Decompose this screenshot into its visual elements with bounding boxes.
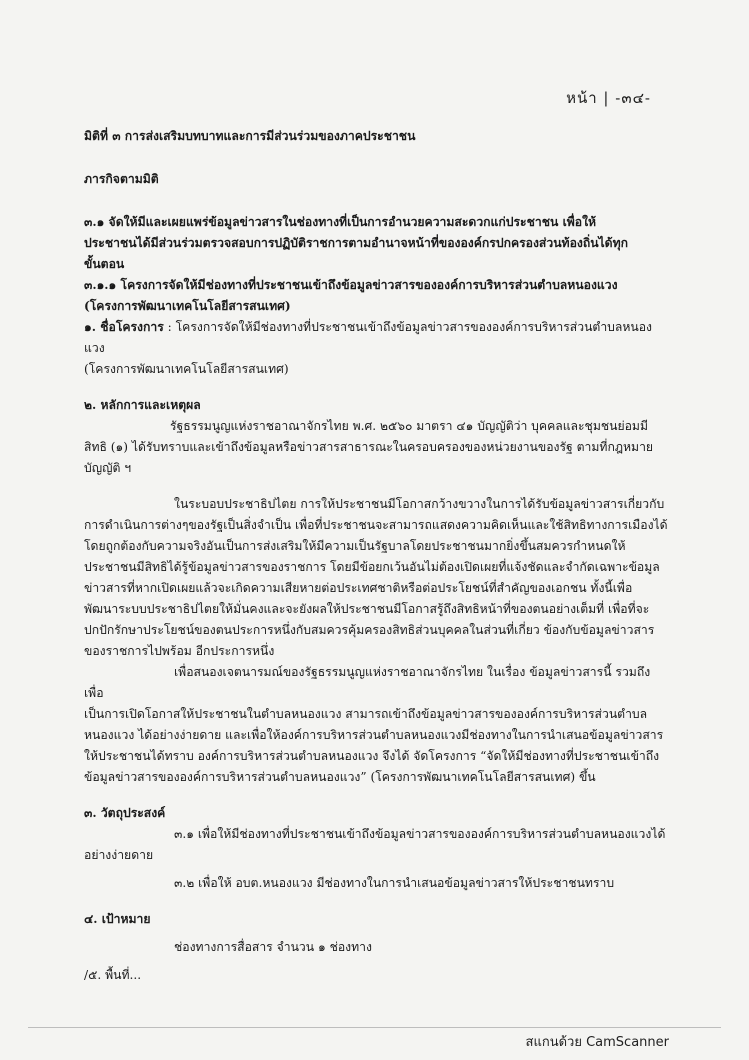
paragraph-line: เพื่อสนองเจตนารมณ์ของรัฐธรรมนูญแห่งราชอาณาจักรไทย ในเรื่อง ข้อมูลข่าวสารนี้ รวมถึงเพื่อ: [84, 665, 651, 700]
paragraph-line: ให้ประชาชนได้ทราบ องค์การบริหารส่วนตำบลหนองแวง จึงได้ จัดโครงการ “จัดให้มีช่องทางที่ประชาชนเข้าถึง: [84, 749, 660, 763]
section-3-1-1-line: ๓.๑.๑ โครงการจัดให้มีช่องทางที่ประชาชนเข้าถึงข้อมูลข่าวสารขององค์การบริหารส่วนตำบลหนองแวง: [84, 278, 618, 292]
section-3-1-line: ๓.๑ จัดให้มีและเผยแพร่ข้อมูลข่าวสารในช่องทางที่เป็นการอำนวยความสะดวกแก่ประชาชน เพื่อให้: [84, 215, 597, 229]
project-label: ๑. ชื่อโครงการ: [84, 320, 164, 334]
project-name-line-2: (โครงการพัฒนาเทคโนโลยีสารสนเทศ): [84, 362, 289, 376]
target-text: ช่องทางการสื่อสาร จำนวน ๑ ช่องทาง: [174, 940, 372, 954]
document-body: [84, 126, 669, 986]
paragraph-1: [84, 416, 669, 479]
footer-divider: [28, 1027, 721, 1028]
objective-item-cont: อย่างง่ายดาย: [84, 848, 154, 862]
section-3-1-line: ประชาชนได้มีส่วนร่วมตรวจสอบการปฏิบัติราชการตามอำนาจหน้าที่ขององค์กรปกครองส่วนท้องถิ่นได้ทุก: [84, 236, 629, 250]
section-3-1-1: [84, 275, 669, 317]
paragraph-line: ในระบอบประชาธิปไตย การให้ประชาชนมีโอกาสกว้างขวางในการได้รับข้อมูลข่าวสารเกี่ยวกับ: [174, 497, 665, 511]
paragraph-line: โดยถูกต้องกับความจริงอันเป็นการส่งเสริมให้มีความเป็นรัฐบาลโดยประชาชนมากยิ่งขึ้นสมควรกำหนดให้: [84, 539, 626, 553]
paragraph-line: ของราชการไปพร้อม อีกประการหนึ่ง: [84, 644, 275, 658]
objective-list: [84, 824, 669, 894]
paragraph-line: ข้อมูลข่าวสารขององค์การบริหารส่วนตำบลหนองแวง” (โครงการพัฒนาเทคโนโลยีสารสนเทศ) ขึ้น: [84, 770, 596, 784]
paragraph-line: รัฐธรรมนูญแห่งราชอาณาจักรไทย พ.ศ. ๒๕๖๐ มาตรา ๔๑ บัญญัติว่า บุคคลและชุมชนย่อมมี: [170, 419, 648, 433]
objective-item: ๓.๒ เพื่อให้ อบต.หนองแวง มีช่องทางในการนำเสนอข้อมูลข่าวสารให้ประชาชนทราบ: [174, 876, 615, 890]
project-name-line: [84, 317, 669, 359]
paragraph-line: สิทธิ (๑) ได้รับทราบและเข้าถึงข้อมูลหรือข่าวสารสาธารณะในครอบครองของหน่วยงานของรัฐ ตามที่กฎหมาย: [84, 440, 654, 454]
project-name: : โครงการจัดให้มีช่องทางที่ประชาชนเข้าถึงข้อมูลข่าวสารขององค์การบริหารส่วนตำบลหนองแวง: [84, 320, 653, 355]
section-3-1-line: ขั้นตอน: [84, 257, 125, 271]
paragraph-line: ข่าวสารที่หากเปิดเผยแล้วจะเกิดความเสียหายต่อประเทศชาติหรือต่อประโยชน์ที่สำคัญของเอกชน ทั้งนี้เพื่อ: [84, 581, 633, 595]
paragraph-line: เป็นการเปิดโอกาสให้ประชาชนในตำบลหนองแวง สามารถเข้าถึงข้อมูลข่าวสารขององค์การบริหารส่วนตำบล: [84, 707, 648, 721]
mission-heading: ภารกิจตามมิติ: [84, 172, 159, 186]
objective-heading: ๓. วัตถุประสงค์: [84, 806, 166, 820]
paragraph-line: ประชาชนมีสิทธิได้รู้ข้อมูลข่าวสารของราชการ โดยมีข้อยกเว้นอันไม่ต้องเปิดเผยที่แจ้งชัดและจำกัดเฉพาะข้อมูล: [84, 560, 660, 574]
paragraph-3: [84, 662, 669, 788]
scanner-watermark: สแกนด้วย CamScanner: [525, 1035, 669, 1050]
rationale-heading: ๒. หลักการและเหตุผล: [84, 398, 201, 412]
objective-item: ๓.๑ เพื่อให้มีช่องทางที่ประชาชนเข้าถึงข้อมูลข่าวสารขององค์การบริหารส่วนตำบลหนองแวงได้: [174, 827, 666, 841]
paragraph-2: [84, 494, 669, 662]
continued-marker: /๕. พื้นที่...: [84, 968, 142, 982]
section-3-1-1-line: (โครงการพัฒนาเทคโนโลยีสารสนเทศ): [84, 299, 291, 313]
paragraph-line: พัฒนาระบบประชาธิปไตยให้มั่นคงและจะยังผลให้ประชาชนมีโอกาสรู้ถึงสิทธิหน้าที่ของตนอย่างเต็มที่ เพื่อที่จะ: [84, 602, 650, 616]
paragraph-line: ปกปักรักษาประโยชน์ของตนประการหนึ่งกับสมควรคุ้มครองสิทธิส่วนบุคคลในส่วนที่เกี่ยว ข้องกับข้อมูลข่าวสาร: [84, 623, 655, 637]
page-number: หน้า | -๓๔-: [566, 89, 651, 107]
dimension-heading: มิติที่ ๓ การส่งเสริมบทบาทและการมีส่วนร่วมของภาคประชาชน: [84, 129, 416, 143]
section-3-1: [84, 212, 669, 275]
paragraph-line: การดำเนินการต่างๆของรัฐเป็นสิ่งจำเป็น เพื่อที่ประชาชนจะสามารถแสดงความคิดเห็นและใช้สิทธิทางการเมืองได้: [84, 518, 668, 532]
paragraph-line: หนองแวง ได้อย่างง่ายดาย และเพื่อให้องค์การบริหารส่วนตำบลหนองแวงมีช่องทางในการนำเสนอข้อมูลข่าวสาร: [84, 728, 664, 742]
paragraph-line: บัญญัติ ฯ: [84, 461, 132, 475]
project-name-block: [84, 317, 669, 380]
target-heading: ๔. เป้าหมาย: [84, 912, 151, 926]
